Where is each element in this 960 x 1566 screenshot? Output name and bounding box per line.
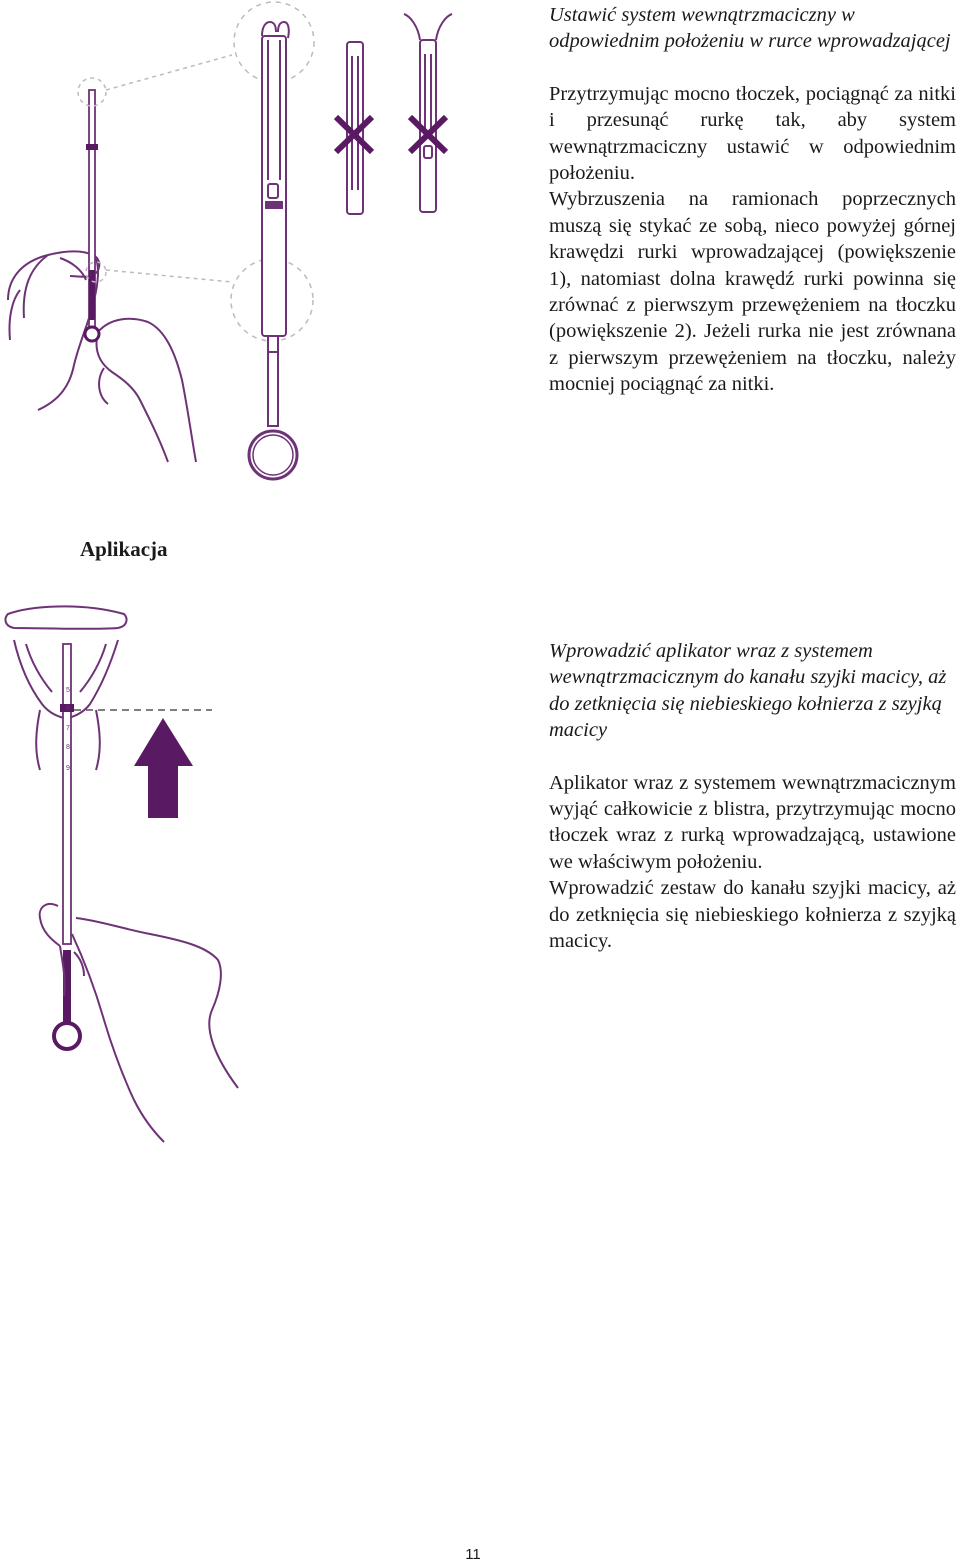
page-number: 11 [465,1546,481,1563]
positioning-caption: Ustawić system wewnątrzmaciczny w odpowiednim położeniu w rurce wprowadzającej [549,4,951,53]
positioning-paragraph-1: Przytrzymując mocno tłoczek, pociągnąć za nitki i przesunąć rurkę tak, aby system wewnątrzmaciczny ustawić w odpowiednim położeniu. [549,82,956,185]
application-paragraph-1: Aplikator wraz z systemem wewnątrzmacicznym wyjąć całkowicie z blistra, przytrzymując mocno tłoczek wraz z rurką wprowadzającą, ustawione we właściwym położeniu. [549,771,956,873]
scale-tick-8: 8 [66,744,70,751]
incorrect-example-2 [404,14,452,212]
positioning-figure [0,0,470,490]
hand-right-illustration [97,319,196,462]
application-caption: Wprowadzić aplikator wraz z systemem wewnątrzmacicznym do kanału szyjki macicy, aż do zetknięcia się niebieskiego kołnierza z szyjką macicy [549,640,947,742]
scale-tick-6: 6 [66,705,70,712]
up-arrow-icon [134,718,193,818]
applicator-enlarged [249,22,297,479]
positioning-text [549,2,956,398]
scale-tick-5: 5 [66,687,70,694]
insertion-figure [0,600,260,1150]
positioning-paragraph-2: Wybrzuszenia na ramionach poprzecznych muszą się stykać ze sobą, nieco powyżej górnej krawędzi rurki wprowadzającej (powiększenie 1), natomiast dolna krawędź rurki powinna się zrównać z pierwszym przewężeniem na tłoczku (powiększenie 2). Jeżeli rurka nie jest zrównana z pierwszym przewężeniem na tłoczku, należy mocniej pociągnąć za nitki. [549,188,956,396]
applicator-small [85,90,99,341]
section-heading-application: Aplikacja [80,537,168,561]
scale-tick-9: 9 [66,765,70,772]
application-text [549,638,956,954]
application-paragraph-2: Wprowadzić zestaw do kanału szyjki macicy, aż do zetknięcia się niebieskiego kołnierza z szyjką macicy. [549,877,956,953]
scale-tick-7: 7 [66,725,70,732]
